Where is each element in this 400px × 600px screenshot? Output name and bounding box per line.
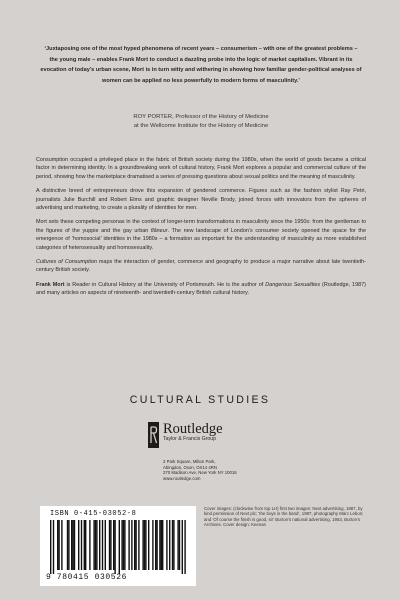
barcode-bar <box>61 520 62 570</box>
barcode-bar <box>119 520 120 574</box>
barcode-bar <box>182 520 183 574</box>
barcode-bar <box>123 520 124 570</box>
description-paragraph-2: A distinctive breed of entrepreneurs drove this expansion of gendered commerce. Figures such as the fashion stylist Ray Petri, journalists Julie Burchill and Robert Elms and graphic designer Neville Brody, joined forces with innovators from the spheres of advertising and marketing, to create a plurality of identities for men. <box>36 188 366 212</box>
author-name: Frank Mort <box>36 281 65 288</box>
barcode-bar <box>110 520 111 570</box>
barcode-bar <box>58 520 59 570</box>
barcode-bar <box>105 520 106 570</box>
barcode-bar <box>124 520 125 570</box>
p3-text-b: . The new landscape of London’s consumer society opened the space for the emergence of ‘homosocial’ identities in the 1980s – a formation as important for the understanding of masculinity as more established categories of heterosexuality and homosexuality. <box>36 227 366 251</box>
quote-attribution <box>40 113 362 131</box>
isbn-barcode <box>40 506 196 586</box>
barcode-bars <box>50 520 186 574</box>
barcode-bar <box>138 520 139 570</box>
barcode-bar <box>93 520 94 570</box>
publisher-group: Taylor & Francis Group <box>163 436 217 442</box>
attribution-line-2: at the Wellcome Institute for the History of Medicine <box>133 123 269 129</box>
publisher-name: Routledge <box>163 421 223 437</box>
barcode-bar <box>121 520 122 570</box>
barcode-bar <box>172 520 173 570</box>
p3-flaneur: flâneur <box>150 227 168 234</box>
barcode-bar <box>179 520 180 570</box>
address-line: 2 Park Square, Milton Park, <box>163 459 216 464</box>
barcode-bar <box>78 520 79 570</box>
routledge-r-logo-icon <box>148 422 159 448</box>
barcode-bar <box>114 520 115 574</box>
barcode-digits: 9 780415 030526 <box>46 573 128 582</box>
barcode-bar <box>96 520 97 570</box>
barcode-bar <box>145 520 146 570</box>
barcode-bar <box>53 520 54 574</box>
barcode-bar <box>177 520 178 570</box>
barcode-bar <box>99 520 100 570</box>
barcode-bar <box>84 520 85 570</box>
description-paragraph-4 <box>36 258 366 275</box>
attribution-line-1: ROY PORTER, Professor of the History of Medicine <box>133 114 269 120</box>
publisher-website: www.routledge.com <box>163 475 201 481</box>
cover-credits: Cover images: (clockwise from top LH) first two images: Next advertising, 1987, by kind permission of Next plc; ‘the boys in the band’, 1987, photography Marc Lebon; and ‘Of course the finish is good, sir’ Burton’s national advertising, 1953, Burton’s Archives. Cover design: Keenan <box>204 506 364 528</box>
barcode-bar <box>144 520 145 570</box>
barcode-bar <box>156 520 157 570</box>
barcode-bar <box>134 520 135 570</box>
back-cover-quote <box>40 44 362 86</box>
p4-text: maps the interaction of gender, commerce and geography to produce a major narrative about late twentieth-century British society. <box>36 259 366 274</box>
barcode-bar <box>173 520 174 570</box>
description-paragraph-1: Consumption occupied a privileged place in the fabric of British society during the 1980s, when the world of goods became a critical factor in determining identity. In a groundbreaking work of cultural history, Frank Mort explores a popular and commercial culture of the period, showing how the marketplace dramatised a series of pressing questions about sexual politics and the meaning of masculinity. <box>36 157 366 180</box>
bio-text-a: is Reader in Cultural History at the University of Portsmouth. He is the author of <box>64 281 266 288</box>
barcode-bar <box>142 520 143 570</box>
barcode-bar <box>184 520 185 574</box>
p3-text-a: Mort sets these competing personas in the context of longer-term transformations in masculinity since the 1950s: from the gentleman to the figures of the yuppie and the gay urban <box>36 219 366 234</box>
barcode-bar <box>109 520 110 570</box>
barcode-bar <box>148 520 149 570</box>
address-line: Abingdon, Oxon, OX14 4RN <box>163 464 217 470</box>
barcode-bar <box>162 520 163 570</box>
barcode-bar <box>89 520 90 570</box>
publisher-block <box>148 422 223 448</box>
barcode-bar <box>72 520 73 570</box>
barcode-bar <box>50 520 51 574</box>
series-title: CULTURAL STUDIES <box>129 394 271 406</box>
book-description <box>36 156 366 304</box>
barcode-bar <box>169 520 170 570</box>
barcode-bar <box>135 520 136 570</box>
barcode-bar <box>159 520 160 570</box>
barcode-bar <box>95 520 96 570</box>
barcode-bar <box>128 520 129 570</box>
address-line: 270 Madison Ave, New York NY 10016 <box>163 470 237 476</box>
barcode-bar <box>113 520 114 570</box>
barcode-bar <box>102 520 103 570</box>
description-paragraph-3 <box>36 218 366 252</box>
other-book-title: Dangerous Sexualities <box>265 281 321 288</box>
barcode-bar <box>57 520 58 570</box>
book-title-mention: Cultures of Consumption <box>36 259 97 266</box>
barcode-bar <box>131 520 132 570</box>
publisher-address <box>163 459 237 481</box>
author-bio <box>36 281 366 298</box>
quote-text: ‘Juxtaposing one of the most hyped phenomena of recent years – consumerism – with one of the greatest problems – the young male – enables Frank Mort to conduct a dazzling probe into the logic of market capitalism. Vibrant in its evocation of today’s urban scene, Mort is in turn witty and withering in showing how familiar gender-political analyses of women can be applied no less powerfully to modern forms of masculinity.’ <box>40 46 362 84</box>
barcode-bar <box>67 520 68 570</box>
barcode-bar <box>166 520 167 570</box>
barcode-bar <box>152 520 153 570</box>
bio-text-b: (Routledge, 1987) and many articles on aspects of nineteenth- and twentieth-century British cultural history. <box>36 281 366 297</box>
isbn-number: ISBN 0-415-03052-8 <box>50 510 137 518</box>
barcode-bar <box>155 520 156 570</box>
barcode-bar <box>81 520 82 570</box>
barcode-bar <box>71 520 72 570</box>
barcode-bar <box>85 520 86 570</box>
barcode-bar <box>68 520 69 570</box>
barcode-bar <box>161 520 162 570</box>
barcode-bar <box>74 520 75 570</box>
